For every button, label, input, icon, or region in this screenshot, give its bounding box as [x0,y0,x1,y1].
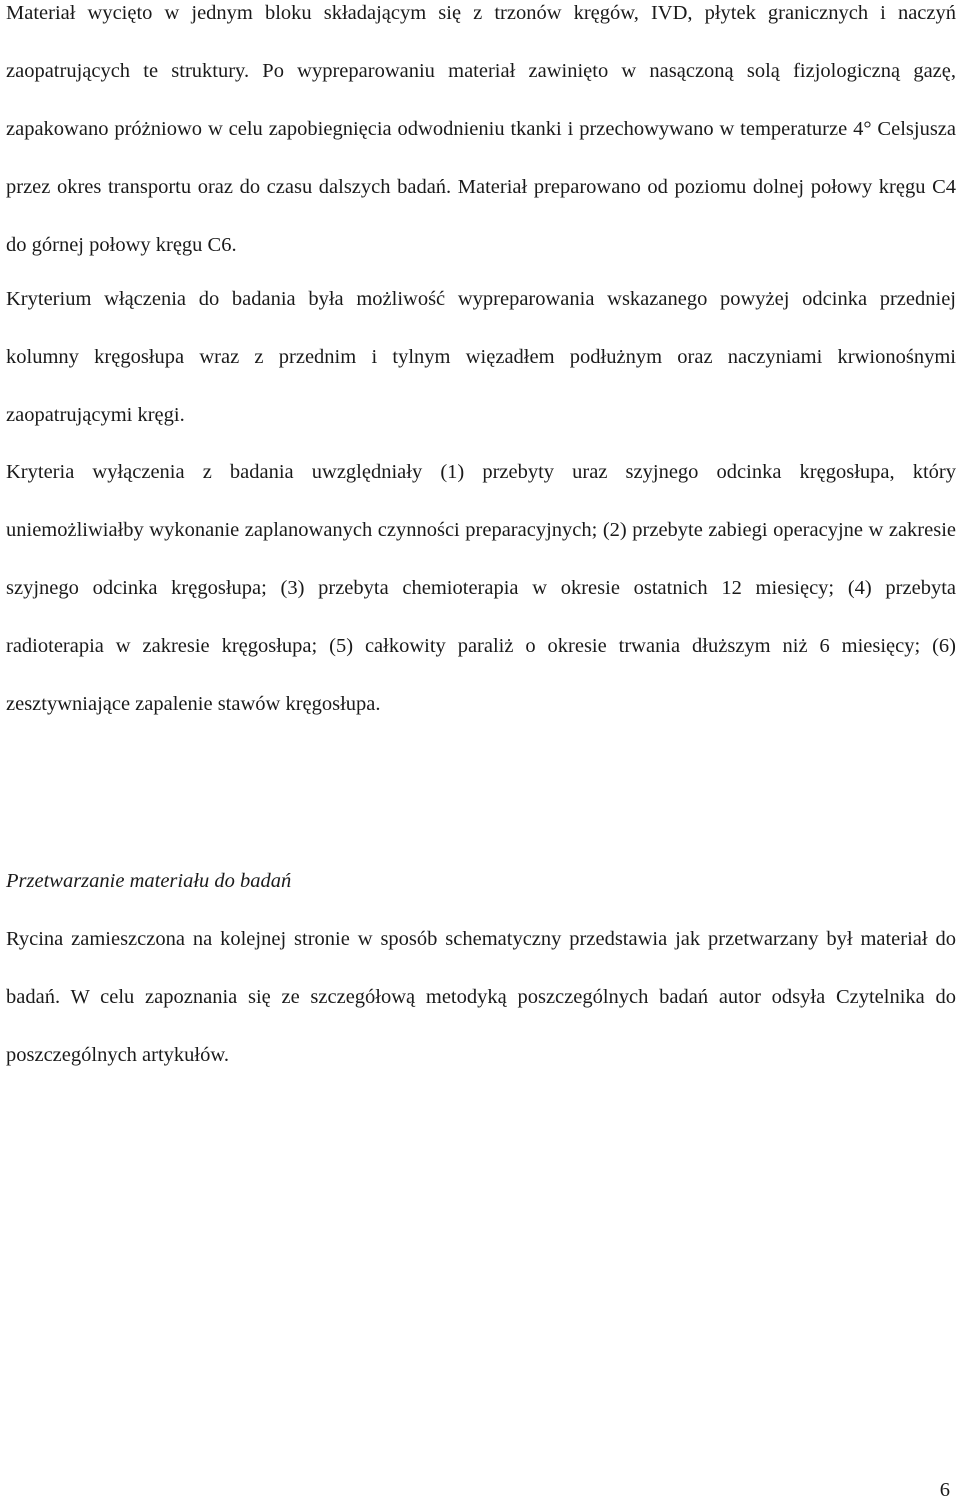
paragraph-exclusion-criteria: Kryteria wyłączenia z badania uwzględniały (1) przebyty uraz szyjnego odcinka kręgosłupa, który uniemożliwiałby wykonanie zaplanowanych czynności preparacyjnych; (2) przebyte zabiegi operacyjne w zakresie szyjnego odcinka kręgosłupa; (3) przebyta chemioterapia w okresie ostatnich 12 miesięcy; (4) przebyta radioterapia w zakresie kręgosłupa; (5) całkowity paraliż o okresie trwania dłuższym niż 6 miesięcy; (6) zesztywniające zapalenie stawów kręgosłupa. [6,461,956,715]
paragraph-inclusion-criteria: Kryterium włączenia do badania była możliwość wypreparowania wskazanego powyżej odcinka przedniej kolumny kręgosłupa wraz z przednim i tylnym więzadłem podłużnym oraz naczyniami krwionośnymi zaopatrującymi kręgi. [6,288,956,426]
page-number: 6 [939,1479,950,1501]
document-page [6,0,956,1509]
section-heading: Przetwarzanie materiału do badań [6,870,292,892]
paragraph-material-processing: Rycina zamieszczona na kolejnej stronie w sposób schematyczny przedstawia jak przetwarzany był materiał do badań. W celu zapoznania się ze szczegółową metodyką poszczególnych badań autor odsyła Czytelnika do poszczególnych artykułów. [6,928,956,1066]
paragraph-material-collection: Materiał wycięto w jednym bloku składającym się z trzonów kręgów, IVD, płytek granicznych i naczyń zaopatrujących te struktury. Po wypreparowaniu materiał zawinięto w nasączoną solą fizjologiczną gazę, zapakowano próżniowo w celu zapobiegnięcia odwodnieniu tkanki i przechowywano w temperaturze 4° Celsjusza przez okres transportu oraz do czasu dalszych badań. Materiał preparowano od poziomu dolnej połowy kręgu C4 do górnej połowy kręgu C6. [6,2,956,256]
